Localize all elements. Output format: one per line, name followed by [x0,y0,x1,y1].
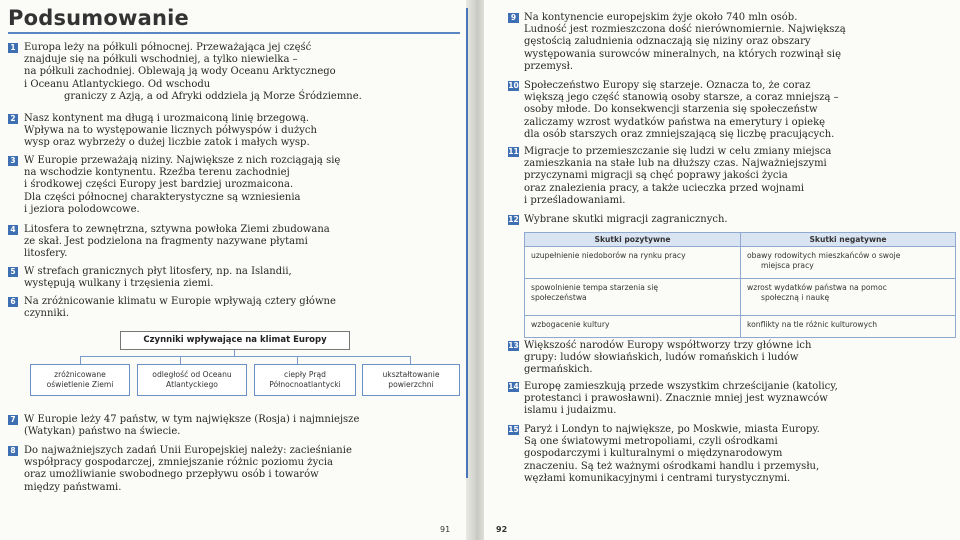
item-line: i prześladowaniami. [524,194,626,206]
item-line: Większość narodów Europy współtworzy trzy główne ich [524,340,812,351]
item-line: graniczy z Azją, a od Afryki oddziela ją Morze Śródziemne. [64,90,362,102]
item-line: Na kontynencie europejskim żyje około 740 mln osób. [524,12,798,23]
item-line: (Watykan) państwo na świecie. [24,426,181,438]
item-line: zaliczamy wzrost wydatków państwa na emerytury i opiekę [524,116,826,128]
summary-item-8 [8,445,352,494]
summary-item-7 [8,414,359,438]
item-number-badge: 7 [8,415,18,425]
item-line: litosfery. [24,248,68,260]
item-line: znajduje się na półkuli wschodniej, a tylko niewielka – [24,54,298,66]
diagram-connector [80,356,410,357]
factor-line: odległość od Oceanu [152,370,232,379]
item-number-badge: 11 [508,147,519,156]
item-line: oraz umożliwianie swobodnego przepływu osób i towarów [24,469,319,481]
summary-item-14 [508,381,838,418]
summary-item-2 [8,113,317,150]
table-cell [525,316,741,338]
page-border [466,8,468,478]
item-line: występowania surowców mineralnych, na których rozwinął się [524,48,841,60]
summary-item-13 [508,340,811,377]
page-title: Podsumowanie [8,6,189,30]
item-line: Wpływa na to występowanie licznych półwyspów i dużych [24,125,317,137]
column-header-negative: Skutki negatywne [741,233,956,247]
item-line: Na zróżnicowanie klimatu w Europie wpływają cztery główne [24,296,336,307]
item-line: W Europie leży 47 państw, w tym największe (Rosja) i najmniejsze [24,414,360,425]
item-line: występują wulkany i trzęsienia ziemi. [24,278,214,290]
item-line: gęstością zaludnienia odznaczają się niziny oraz obszary [524,36,811,48]
migration-effects-table [524,232,956,338]
item-line: współpracy gospodarczej, zmniejszanie różnic poziomu życia [24,457,333,469]
title-underline [8,32,460,34]
cell-line: społeczną i naukę [761,293,830,302]
item-line: wysp oraz wybrzeży o dużej liczbie zatok i małych wysp. [24,137,310,149]
item-line: Dla części północnej charakterystyczne są wzniesienia [24,191,301,203]
diagram-connector [410,356,411,364]
item-line: Europa leży na półkuli północnej. Przeważająca jej część [24,42,312,53]
diagram-connector [80,356,81,364]
table-cell [741,279,956,316]
page-number: 91 [440,525,451,534]
item-line: i jeziora polodowcowe. [24,203,140,215]
item-line: Wybrane skutki migracji zagranicznych. [524,214,728,225]
cell-line: konflikty na tle różnic kulturowych [747,320,878,329]
item-line: między państwami. [24,481,122,493]
item-line: islamu i judaizmu. [524,405,617,417]
cell-line: spowolnienie tempa starzenia się [531,283,659,292]
summary-item-3 [8,155,340,216]
table-header-row [525,233,956,247]
factor-line: Północnoatlantycki [269,380,341,389]
table-row [525,316,956,338]
item-line: Ludność jest rozmieszczona dość nierównomiernie. Największą [524,24,846,36]
item-line: i środkowej części Europy jest bardziej urozmaicona. [24,179,294,191]
diagram-connector [297,356,298,364]
factor-line: powierzchni [388,380,434,389]
item-number-badge: 12 [508,215,519,224]
summary-item-15 [508,424,820,485]
summary-item-4 [8,224,330,261]
table-row [525,247,956,279]
summary-item-1 [8,42,362,103]
item-line: dla osób starszych oraz zmniejszającą się liczbę pracujących. [524,128,835,140]
item-line: większą jego część stanowią osoby starsze, a coraz mniejszą – [524,92,839,104]
item-line: Do najważniejszych zadań Unii Europejskiej należy: zacieśnianie [24,445,352,456]
item-line: Litosfera to zewnętrzna, sztywna powłoka Ziemi zbudowana [24,224,330,235]
cell-line: społeczeństwa [531,293,587,302]
climate-factor-box [254,364,356,396]
item-number-badge: 4 [8,225,18,235]
item-number-badge: 14 [508,382,519,391]
item-line: osoby młode. Do konsekwencji starzenia się społeczeństw [524,104,818,116]
summary-item-5 [8,266,292,290]
summary-item-6 [8,296,336,320]
item-number-badge: 6 [8,297,18,307]
item-line: przemysł. [524,60,574,72]
climate-factor-box [362,364,460,396]
item-line: protestanci i prawosławni). Znacznie mniej jest wyznawców [524,393,828,405]
factor-line: ukształtowanie [382,370,440,379]
item-line: zamieszkania na stałe lub na dłuższy czas. Najważniejszymi [524,158,827,170]
table-cell [525,247,741,279]
diagram-connector [180,356,181,364]
item-line: Migracje to przemieszczanie się ludzi w celu zmiany miejsca [524,146,832,157]
table-cell [741,316,956,338]
item-number-badge: 2 [8,114,18,124]
item-number-badge: 10 [508,81,519,90]
item-line: oraz znalezienia pracy, a także ucieczka przed wojnami [524,182,805,194]
item-number-badge: 1 [8,43,18,53]
factor-line: zróżnicowane [54,370,106,379]
item-line: węzłami komunikacyjnymi i centrami turystycznymi. [524,472,791,484]
item-line: W strefach granicznych płyt litosfery, np. na Islandii, [24,266,292,277]
item-line: Są one światowymi metropoliami, czyli ośrodkami [524,436,778,448]
item-line: grupy: ludów słowiańskich, ludów romańskich i ludów [524,352,799,364]
factor-line: Atlantyckiego [166,380,218,389]
climate-factor-box [30,364,130,396]
item-line: ze skał. Jest podzielona na fragmenty nazywane płytami [24,236,308,248]
left-page [0,0,470,540]
summary-item-9 [508,12,846,73]
item-line: i Oceanu Atlantyckiego. Od wschodu [24,78,211,90]
cell-line: wzrost wydatków państwa na pomoc [747,283,887,292]
item-number-badge: 5 [8,267,18,277]
climate-factor-box [137,364,247,396]
item-number-badge: 3 [8,156,18,166]
cell-line: uzupełnienie niedoborów na rynku pracy [531,251,686,260]
book-gutter [466,0,486,540]
page-number: 92 [496,525,508,534]
item-line: germańskich. [524,364,593,376]
table-cell [741,247,956,279]
item-line: Nasz kontynent ma długą i urozmaiconą linię brzegową. [24,113,310,124]
table-row [525,279,956,316]
summary-item-11 [508,146,831,207]
summary-item-12 [508,214,728,226]
item-number-badge: 9 [508,13,519,23]
diagram-title: Czynniki wpływające na klimat Europy [120,331,350,350]
cell-line: wzbogacenie kultury [531,320,610,329]
item-line: na wschodzie kontynentu. Rzeźba terenu zachodniej [24,167,290,179]
factor-line: oświetlenie Ziemi [46,380,114,389]
item-number-badge: 8 [8,446,18,456]
cell-line: miejsca pracy [761,261,814,270]
column-header-positive: Skutki pozytywne [525,233,741,247]
item-line: czynniki. [24,308,70,320]
item-line: Społeczeństwo Europy się starzeje. Oznacza to, że coraz [524,80,811,91]
factor-line: ciepły Prąd [284,370,326,379]
item-line: W Europie przeważają niziny. Największe z nich rozciągają się [24,155,341,166]
table-cell [525,279,741,316]
item-line: przyczynami migracji są chęć poprawy jakości życia [524,170,788,182]
item-line: gospodarczymi i kulturalnymi o międzynarodowym [524,448,783,460]
item-number-badge: 13 [508,341,519,350]
cell-line: obawy rodowitych mieszkańców o swoje [747,251,901,260]
item-line: znaczeniu. Są też ważnymi ośrodkami handlu i przemysłu, [524,460,820,472]
item-line: Europę zamieszkują przede wszystkim chrześcijanie (katolicy, [524,381,838,392]
item-line: Paryż i Londyn to największe, po Moskwie, miasta Europy. [524,424,820,435]
item-number-badge: 15 [508,425,519,434]
summary-item-10 [508,80,839,141]
item-line: na półkuli zachodniej. Oblewają ją wody Oceanu Arktycznego [24,66,336,78]
